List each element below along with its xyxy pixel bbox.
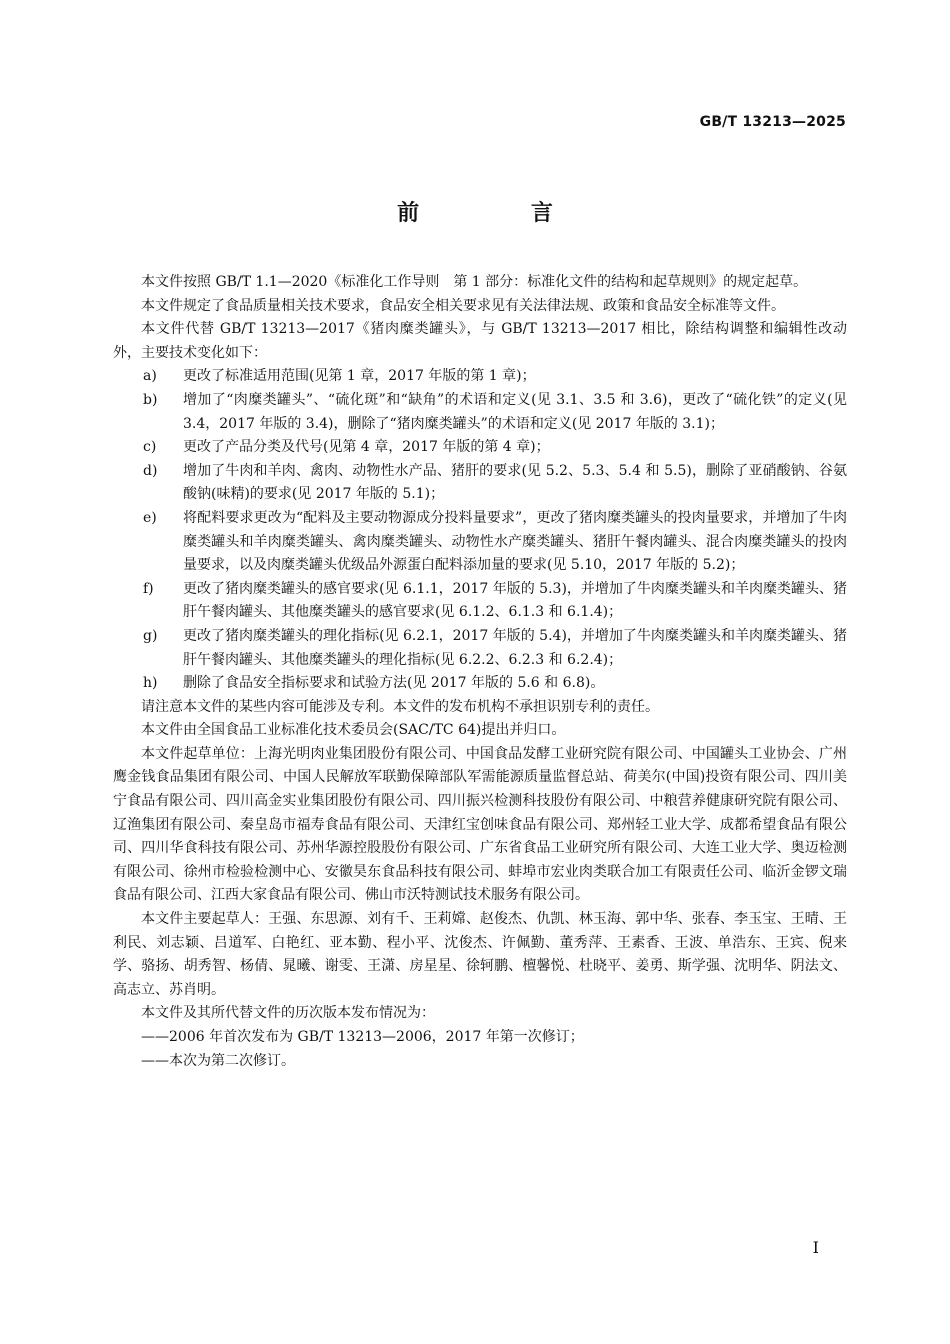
- list-item: [143, 365, 847, 389]
- list-item-label: b): [143, 391, 158, 408]
- page-number: I: [812, 1238, 819, 1257]
- list-item-label: e): [143, 509, 157, 526]
- paragraph: 请注意本文件的某些内容可能涉及专利。本文件的发布机构不承担识别专利的责任。: [141, 698, 659, 715]
- list-item: [143, 578, 847, 625]
- paragraph: 本文件代替 GB/T 13213—2017《猪肉糜类罐头》，与 GB/T 13213—2017 相比，除结构调整和编辑性改动外，主要技术变化如下：: [113, 321, 847, 361]
- list-item: [143, 389, 847, 436]
- list-item: [143, 460, 847, 507]
- foreword-body: [113, 271, 847, 1073]
- list-item-text: 删除了食品安全指标要求和试验方法(见 2017 年版的 5.6 和 6.8)。: [183, 675, 605, 692]
- paragraph: 本文件由全国食品工业标准化技术委员会(SAC/TC 64)提出并归口。: [141, 722, 566, 739]
- list-item-label: a): [143, 368, 157, 385]
- list-item: [143, 625, 847, 672]
- paragraph: 本文件规定了食品质量相关技术要求，食品安全相关要求见有关法律法规、政策和食品安全标准等文件。: [141, 297, 785, 314]
- list-item-label: d): [143, 462, 158, 479]
- list-item: [143, 436, 847, 460]
- standard-number: GB/T 13213—2025: [699, 114, 846, 130]
- list-item: [143, 672, 847, 696]
- drafting-units: 本文件起草单位：上海光明肉业集团股份有限公司、中国食品发酵工业研究院有限公司、中国罐头工业协会、广州鹰金钱食品集团有限公司、中国人民解放军联勤保障部队军需能源质量监督总站、荷美尔(中国)投资有限公司、四川美宁食品有限公司、四川高金实业集团股份有限公司、四川振兴检测科技股份有限公司、中粮营养健康研究院有限公司、辽渔集团有限公司、秦皇岛市福寿食品有限公司、天津红宝创味食品有限公司、郑州轻工业大学、成都希望食品有限公司、四川华食科技有限公司、苏州华源控股股份有限公司、广东省食品工业研究所有限公司、大连工业大学、奥迈检测有限公司、徐州市检验检测中心、安徽昊东食品科技有限公司、蚌埠市宏业肉类联合加工有限责任公司、临沂金锣文瑞食品有限公司、江西大家食品有限公司、佛山市沃特测试技术服务有限公司。: [113, 745, 847, 904]
- drafters: 本文件主要起草人：王强、东思源、刘有千、王莉嫦、赵俊杰、仇凯、林玉海、郭中华、张春、李玉宝、王晴、王利民、刘志颖、吕道军、白艳红、亚本勤、程小平、沈俊杰、许佩勤、董秀萍、王素香、王波、单浩东、王宾、倪来学、骆扬、胡秀智、杨倩、晁曦、谢雯、王潇、房星星、徐轲鹏、檀馨悦、杜晓平、姜勇、斯学强、沈明华、阴法文、高志立、苏肖明。: [113, 911, 847, 998]
- history-item: ——2006 年首次发布为 GB/T 13213—2006，2017 年第一次修订；: [141, 1029, 584, 1045]
- list-item-text: 将配料要求更改为“配料及主要动物源成分投料量要求”，更改了猪肉糜类罐头的投肉量要求，并增加了牛肉糜类罐头和羊肉糜类罐头、禽肉糜类罐头、动物性水产糜类罐头、猪肝午餐肉罐头、混合肉糜类罐头的投肉量要求，以及肉糜类罐头优级品外源蛋白配料添加量的要求(见 5.10，2017 年版的 5.2)；: [183, 509, 847, 574]
- page-title: 前 言: [397, 201, 605, 226]
- list-item-text: 更改了猪肉糜类罐头的感官要求(见 6.1.1，2017 年版的 5.3)，并增加了牛肉糜类罐头和羊肉糜类罐头、猪肝午餐肉罐头、其他糜类罐头的感官要求(见 6.1.2、6.1.3 和 6.1.4)；: [183, 580, 847, 621]
- list-item-text: 更改了猪肉糜类罐头的理化指标(见 6.2.1，2017 年版的 5.4)，并增加了牛肉糜类罐头和羊肉糜类罐头、猪肝午餐肉罐头、其他糜类罐头的理化指标(见 6.2.2、6.2.3 和 6.2.4)；: [183, 627, 847, 668]
- list-item-label: c): [143, 439, 157, 456]
- list-item-label: f): [143, 580, 154, 597]
- history-item: ——本次为第二次修订。: [141, 1052, 295, 1069]
- list-item-text: 更改了标准适用范围(见第 1 章，2017 年版的第 1 章)；: [183, 368, 536, 385]
- paragraph: 本文件按照 GB/T 1.1—2020《标准化工作导则 第 1 部分：标准化文件的结构和起草规则》的规定起草。: [141, 274, 808, 290]
- list-item: [143, 507, 847, 578]
- list-item-text: 更改了产品分类及代号(见第 4 章，2017 年版的第 4 章)；: [183, 439, 550, 456]
- list-item-text: 增加了牛肉和羊肉、禽肉、动物性水产品、猪肝的要求(见 5.2、5.3、5.4 和 5.5)，删除了亚硝酸钠、谷氨酸钠(味精)的要求(见 2017 年版的 5.1)；: [183, 462, 847, 503]
- list-item-label: h): [143, 675, 158, 692]
- list-item-label: g): [143, 627, 158, 644]
- list-item-text: 增加了“肉糜类罐头”、“硫化斑”和“缺角”的术语和定义(见 3.1、3.5 和 3.6)，更改了“硫化铁”的定义(见 3.4，2017 年版的 3.4)，删除了“猪肉糜类罐头”的术语和定义(见 2017 年版的 3.1)；: [183, 391, 847, 432]
- paragraph: 本文件及其所代替文件的历次版本发布情况为：: [141, 1005, 435, 1022]
